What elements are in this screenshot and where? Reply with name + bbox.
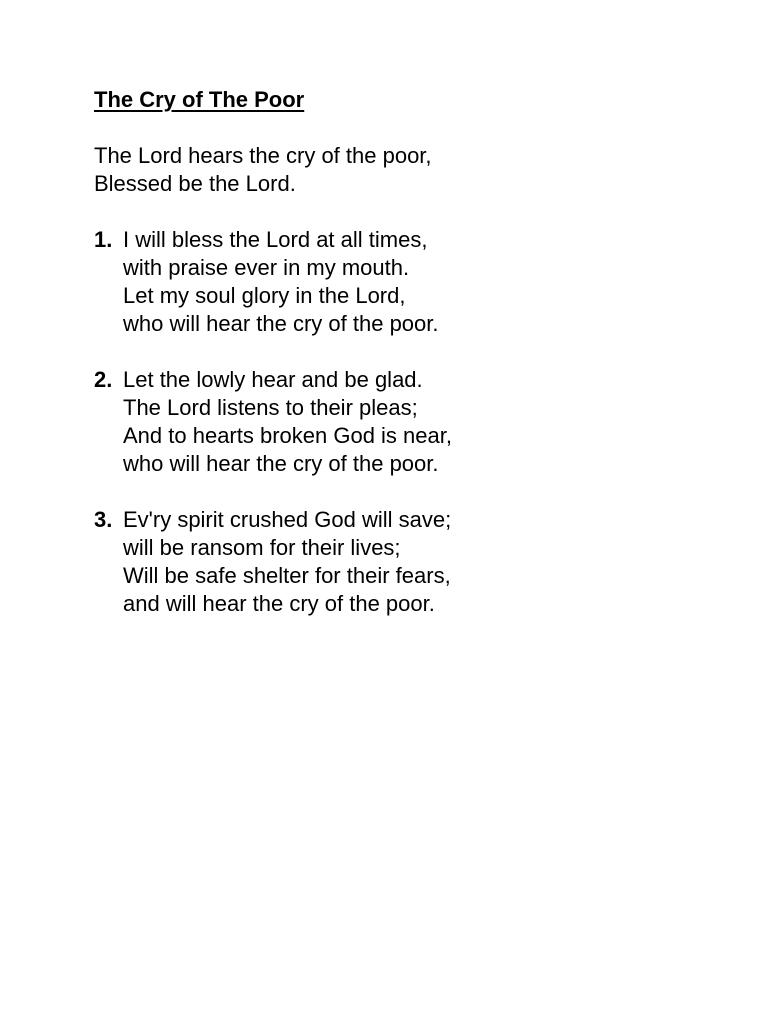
verse-line: And to hearts broken God is near,	[123, 423, 452, 448]
verse-line: and will hear the cry of the poor.	[123, 591, 435, 616]
page-title: The Cry of The Poor	[94, 87, 305, 112]
verse-line: Will be safe shelter for their fears,	[123, 563, 451, 588]
refrain	[94, 142, 734, 198]
verse-line: I will bless the Lord at all times,	[123, 227, 428, 252]
verse-1	[94, 226, 734, 338]
refrain-line: The Lord hears the cry of the poor,	[94, 143, 432, 168]
verse-number: 2.	[94, 367, 113, 392]
verse-line: will be ransom for their lives;	[123, 535, 401, 560]
verse-number: 1.	[94, 227, 113, 252]
document-page	[94, 86, 734, 646]
verse-3	[94, 506, 734, 618]
verse-line: Let my soul glory in the Lord,	[123, 283, 406, 308]
verse-line: Ev'ry spirit crushed God will save;	[123, 507, 452, 532]
verse-line: who will hear the cry of the poor.	[123, 451, 439, 476]
verse-line: Let the lowly hear and be glad.	[123, 367, 423, 392]
verse-2	[94, 366, 734, 478]
verse-line: with praise ever in my mouth.	[123, 255, 410, 280]
refrain-line: Blessed be the Lord.	[94, 171, 296, 196]
verse-number: 3.	[94, 507, 113, 532]
verse-line: who will hear the cry of the poor.	[123, 311, 439, 336]
verse-line: The Lord listens to their pleas;	[123, 395, 418, 420]
